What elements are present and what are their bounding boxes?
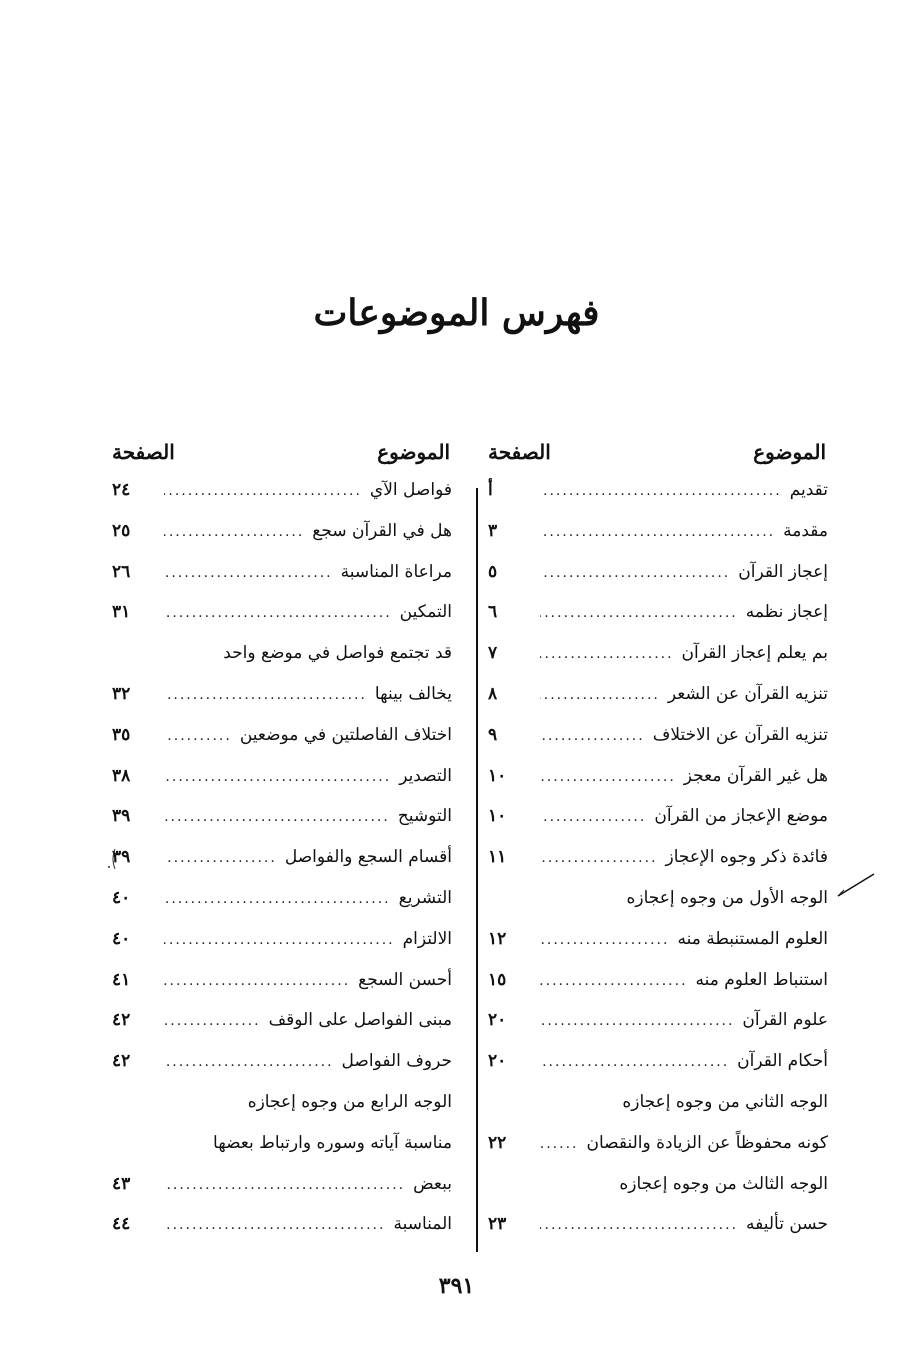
toc-entry (488, 1092, 828, 1133)
dot-leader (164, 809, 390, 825)
dot-leader (540, 483, 782, 499)
toc-entry-page: ٣١ (112, 602, 131, 623)
toc-entry (112, 562, 452, 603)
toc-entry-title: إعجاز نظمه (745, 602, 828, 623)
toc-list-right (488, 480, 828, 1255)
dot-leader (540, 769, 676, 785)
toc-entry (488, 766, 828, 807)
toc-entry-page: ٢٠ (488, 1010, 507, 1031)
toc-entry-title: مقدمة (783, 520, 828, 541)
dot-leader (164, 932, 395, 948)
column-divider (476, 488, 478, 1252)
toc-entry (488, 643, 828, 684)
toc-entry (112, 602, 452, 643)
toc-entry-page: ١٠ (488, 806, 507, 827)
dot-leader (540, 728, 645, 744)
toc-entry (112, 643, 452, 684)
toc-entry-title: التمكين (399, 602, 452, 623)
dot-leader (540, 1136, 578, 1152)
toc-entry (488, 521, 828, 562)
toc-entry-title: تقديم (789, 480, 828, 500)
toc-entry-page: ١٢ (488, 928, 507, 949)
dot-leader (540, 850, 658, 866)
toc-entry-title: قد تجتمع فواصل في موضع واحد (223, 643, 452, 664)
toc-entry-page: ٣٢ (112, 683, 131, 704)
dot-leader (164, 687, 367, 703)
toc-entry (112, 1214, 452, 1255)
toc-entry-page: ٥ (488, 561, 498, 582)
toc-entry-title: اختلاف الفاصلتين في موضعين (239, 724, 452, 745)
toc-entry-page: ٤١ (112, 969, 131, 990)
toc-entry-title: حسن تأليفه (746, 1214, 828, 1235)
dot-leader (540, 809, 646, 825)
toc-entry (112, 1010, 452, 1051)
toc-entry-page: ٢٣ (488, 1214, 507, 1235)
dot-leader (164, 1217, 385, 1233)
toc-entry-title: أقسام السجع والفواصل (284, 847, 452, 868)
toc-entry (112, 1051, 452, 1092)
toc-entry-page: ٣٩ (112, 806, 131, 827)
dot-leader (540, 1217, 738, 1233)
toc-entry-title: موضع الإعجاز من القرآن (654, 806, 828, 827)
toc-entry-title: فواصل الآي (369, 480, 452, 500)
dot-leader (164, 1013, 261, 1029)
dot-leader (164, 973, 350, 989)
toc-entry-page: ١٠ (488, 765, 507, 786)
toc-entry-title: الوجه الثالث من وجوه إعجازه (619, 1173, 828, 1194)
toc-entry (112, 1133, 452, 1174)
dot-leader (164, 605, 392, 621)
toc-entry-title: إعجاز القرآن (738, 561, 828, 582)
toc-entry-page: ٤٠ (112, 887, 131, 908)
toc-entry-page: ٦ (488, 602, 498, 623)
dot-leader (540, 1013, 734, 1029)
toc-entry-page: ٣٩ (112, 847, 131, 868)
toc-entry (488, 806, 828, 847)
toc-entry-title: أحكام القرآن (737, 1051, 828, 1072)
toc-entry (488, 929, 828, 970)
toc-entry-title: التوشيح (397, 806, 452, 827)
toc-entry-title: الوجه الأول من وجوه إعجازه (626, 887, 828, 908)
toc-entry-title: أحسن السجع (358, 969, 452, 990)
toc-entry (488, 1174, 828, 1215)
page-header: الصفحة (488, 440, 551, 464)
toc-entry-title: يخالف بينها (374, 683, 452, 704)
margin-mark-icon (103, 845, 123, 875)
toc-entry (488, 562, 828, 603)
toc-entry-page: ٣٨ (112, 765, 131, 786)
toc-entry-title: مراعاة المناسبة (340, 561, 452, 582)
toc-entry-title: فائدة ذكر وجوه الإعجاز (665, 847, 828, 868)
toc-entry (488, 602, 828, 643)
toc-entry (112, 521, 452, 562)
toc-entry (112, 684, 452, 725)
toc-entry-title: حروف الفواصل (341, 1051, 452, 1072)
toc-entry-title: كونه محفوظاً عن الزيادة والنقصان (586, 1132, 828, 1153)
toc-entry-title: استنباط العلوم منه (695, 969, 828, 990)
toc-entry-page: ٩ (488, 724, 498, 745)
dot-leader (540, 1054, 729, 1070)
dot-leader (540, 973, 688, 989)
toc-entry-page: ٢٠ (488, 1051, 507, 1072)
dot-leader (540, 646, 674, 662)
toc-entry-page: ١٥ (488, 969, 507, 990)
toc-entry (112, 1174, 452, 1215)
page-title: فهرس الموضوعات (313, 292, 600, 334)
dot-leader (164, 728, 232, 744)
toc-entry-page: ٤٢ (112, 1051, 131, 1072)
dot-leader (164, 891, 391, 907)
toc-entry-page: ٤٣ (112, 1173, 131, 1194)
toc-entry-title: تنزيه القرآن عن الشعر (667, 683, 828, 704)
toc-column-left (112, 440, 452, 1255)
toc-entry-page: أ (488, 480, 493, 500)
toc-entry-page: ٣٥ (112, 724, 131, 745)
toc-entry-title: مناسبة آياته وسوره وارتباط بعضها (213, 1132, 452, 1153)
dot-leader (540, 524, 775, 540)
dot-leader (164, 850, 277, 866)
dot-leader (164, 769, 391, 785)
dot-leader (164, 483, 362, 499)
toc-entry-page: ٢٥ (112, 520, 131, 541)
toc-entry-page: ٢٦ (112, 561, 131, 582)
toc-entry (488, 1051, 828, 1092)
toc-entry (488, 1214, 828, 1255)
toc-entry (112, 929, 452, 970)
toc-entry (112, 970, 452, 1011)
toc-entry-title: الالتزام (402, 928, 452, 949)
toc-entry-page: ٤٤ (112, 1214, 131, 1235)
dot-leader (164, 1054, 334, 1070)
toc-entry-title: بم يعلم إعجاز القرآن (681, 643, 828, 664)
column-header (488, 440, 828, 480)
toc-entry (488, 970, 828, 1011)
page-number: ٣٩١ (438, 1273, 475, 1299)
topic-header: الموضوع (753, 440, 826, 464)
toc-entry (488, 888, 828, 929)
topic-header: الموضوع (377, 440, 450, 464)
toc-list-left (112, 480, 452, 1255)
toc-entry-title: الوجه الرابع من وجوه إعجازه (247, 1091, 452, 1112)
toc-entry-title: هل غير القرآن معجز (683, 765, 828, 786)
toc-entry-title: التصدير (399, 765, 452, 786)
toc-entry (488, 725, 828, 766)
toc-entry-page: ٧ (488, 643, 498, 664)
toc-column-right (488, 440, 828, 1255)
pen-mark-icon (836, 870, 876, 900)
toc-entry-title: تنزيه القرآن عن الاختلاف (652, 724, 828, 745)
toc-entry (112, 806, 452, 847)
dot-leader (540, 605, 738, 621)
toc-entry-page: ٢٢ (488, 1132, 507, 1153)
toc-entry-page: ٤٠ (112, 928, 131, 949)
toc-entry (488, 1010, 828, 1051)
toc-entry (112, 888, 452, 929)
dot-leader (164, 565, 333, 581)
dot-leader (164, 524, 304, 540)
dot-leader (164, 1177, 405, 1193)
toc-entry (488, 1133, 828, 1174)
toc-entry (488, 847, 828, 888)
toc-entry (112, 480, 452, 521)
toc-entry (488, 684, 828, 725)
toc-entry (112, 1092, 452, 1133)
toc-entry-page: ١١ (488, 847, 507, 868)
dot-leader (540, 565, 730, 581)
dot-leader (540, 687, 660, 703)
toc-entry (112, 847, 452, 888)
toc-entry-title: علوم القرآن (742, 1010, 828, 1031)
toc-entry-title: الوجه الثاني من وجوه إعجازه (622, 1091, 828, 1112)
toc-entry-page: ٣ (488, 520, 498, 541)
toc-entry (112, 725, 452, 766)
toc-entry-page: ٨ (488, 683, 498, 704)
page-header: الصفحة (112, 440, 175, 464)
toc-entry-title: هل في القرآن سجع (312, 520, 452, 541)
toc-entry-title: مبنى الفواصل على الوقف (268, 1010, 452, 1031)
toc-entry-page: ٤٢ (112, 1010, 131, 1031)
toc-entry (488, 480, 828, 521)
toc-entry (112, 766, 452, 807)
toc-entry-title: ببعض (413, 1173, 452, 1194)
column-header (112, 440, 452, 480)
toc-entry-title: المناسبة (393, 1214, 452, 1235)
toc-entry-page: ٢٤ (112, 480, 131, 500)
dot-leader (540, 932, 669, 948)
toc-entry-title: العلوم المستنبطة منه (677, 928, 828, 949)
toc-entry-title: التشريع (398, 887, 452, 908)
